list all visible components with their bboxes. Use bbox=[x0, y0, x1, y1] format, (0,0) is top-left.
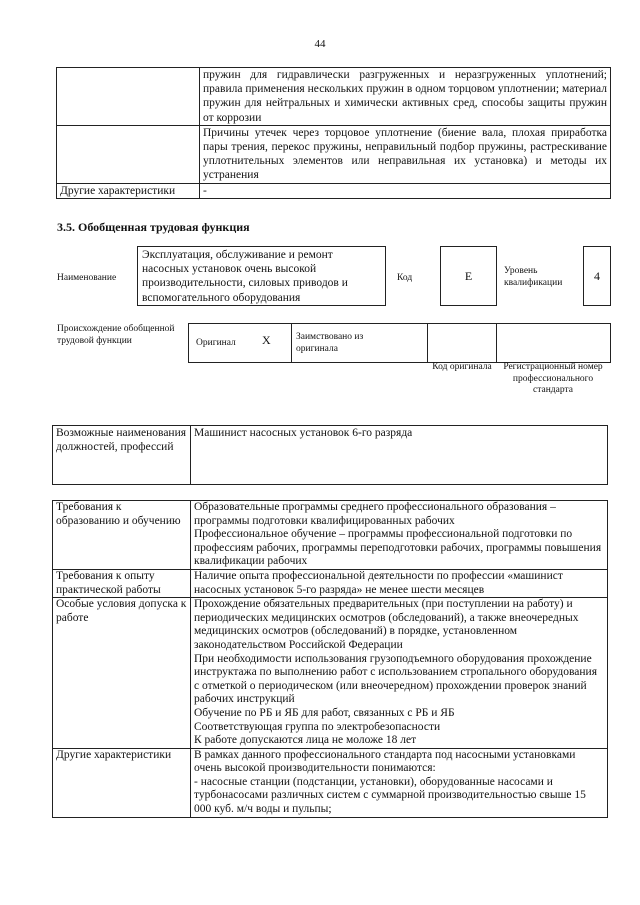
knowledge-table bbox=[56, 67, 611, 199]
level-box: 4 bbox=[583, 246, 611, 306]
origin-label: Происхождение обобщенной трудовой функции bbox=[57, 324, 175, 346]
table-row bbox=[53, 598, 608, 749]
reg-number-cell bbox=[496, 323, 611, 363]
requirement-line: К работе допускаются лица не моложе 18 лет bbox=[194, 734, 417, 747]
code-original-cell bbox=[427, 323, 497, 363]
row-label: Требования к образованию и обучению bbox=[53, 501, 191, 570]
row-label: Требования к опыту практической работы bbox=[53, 569, 191, 597]
table-cell: Причины утечек через торцовое уплотнение (биение вала, плохая приработка пары трения, перекос пружины, неправильный подбор пружины, растрескивание уплотнительных элементов или неправильная их установка) и методы их устранения bbox=[200, 125, 611, 183]
table-row bbox=[53, 501, 608, 570]
borrowed-cell bbox=[291, 323, 428, 363]
requirement-line: Обучение по РБ и ЯБ для работ, связанных с РБ и ЯБ bbox=[194, 706, 455, 719]
positions-table bbox=[52, 425, 608, 485]
requirement-line: Прохождение обязательных предварительных (при поступлении на работу) и периодических медицинских осмотров (обследований), а также внеочередных медицинских осмотров (обследований) в порядке, установленном законодательством Российской Федерации bbox=[194, 598, 579, 651]
function-name: Эксплуатация, обслуживание и ремонт насосных установок очень высокой производительности, силовых приводов и вспомогательного оборудования bbox=[142, 249, 348, 304]
row-label: Другие характеристики bbox=[53, 748, 191, 817]
requirement-line: Образовательные программы среднего профессионального образования – программы подготовки квалифицированных рабочих bbox=[194, 501, 556, 527]
table-row bbox=[57, 125, 611, 183]
requirement-line: В рамках данного профессионального стандарта под насосными установками очень высокой производительности понимаются: bbox=[194, 748, 576, 775]
table-row bbox=[53, 569, 608, 597]
requirement-line: Соответствующая группа по электробезопасности bbox=[194, 720, 441, 733]
requirement-line: Наличие опыта профессиональной деятельности по профессии «машинист насосных установок 5-го разряда» не менее шести месяцев bbox=[194, 569, 563, 596]
table-row bbox=[57, 183, 611, 198]
reg-number-caption: Регистрационный номер профессионального стандарта bbox=[503, 362, 603, 395]
original-mark: X bbox=[262, 333, 271, 347]
row-label: Особые условия допуска к работе bbox=[53, 598, 191, 749]
name-box bbox=[137, 246, 386, 306]
positions-label: Возможные наименования должностей, профессий bbox=[53, 426, 191, 485]
requirement-line: При необходимости использования грузоподъемного оборудования прохождение инструктажа по выполнению работ с использованием стропального оборудования с отметкой о периодическом (или внеочередном) прохождении проверок знаний рабочих инструкций bbox=[194, 652, 597, 706]
original-cell bbox=[188, 323, 292, 363]
requirement-line: Профессиональное обучение – программы профессиональной подготовки по профессиям рабочих, программы переподготовки рабочих, программы повышения квалификации рабочих bbox=[194, 528, 602, 568]
requirements-table bbox=[52, 500, 608, 818]
table-row bbox=[53, 748, 608, 817]
page-number: 44 bbox=[314, 38, 326, 50]
table-row bbox=[57, 68, 611, 126]
positions-value: Машинист насосных установок 6-го разряда bbox=[191, 426, 608, 485]
level-label: Уровень квалификации bbox=[504, 266, 563, 288]
table-cell: пружин для гидравлически разгруженных и неразгруженных уплотнений; правила применения нескольких пружин в одном торцовом уплотнении; материал пружин для нейтральных и химически активных сред, способы защиты пружин от коррозии bbox=[200, 68, 611, 126]
code-original-caption: Код оригинала bbox=[432, 362, 492, 372]
table-row bbox=[53, 426, 608, 485]
section-title: 3.5. Обобщенная трудовая функция bbox=[57, 220, 250, 234]
requirement-line: - насосные станции (подстанции, установки), оборудованные насосами и турбонасосами различных систем с суммарной производительностью свыше 15 000 куб. м/ч воды и пульпы; bbox=[194, 775, 586, 816]
borrowed-label: Заимствовано из оригинала bbox=[296, 332, 364, 354]
code-label: Код bbox=[397, 273, 413, 283]
row-value: - bbox=[200, 183, 611, 198]
original-label: Оригинал bbox=[196, 338, 236, 348]
code-box: E bbox=[440, 246, 497, 306]
name-label: Наименование bbox=[57, 273, 117, 283]
row-label: Другие характеристики bbox=[57, 183, 200, 198]
